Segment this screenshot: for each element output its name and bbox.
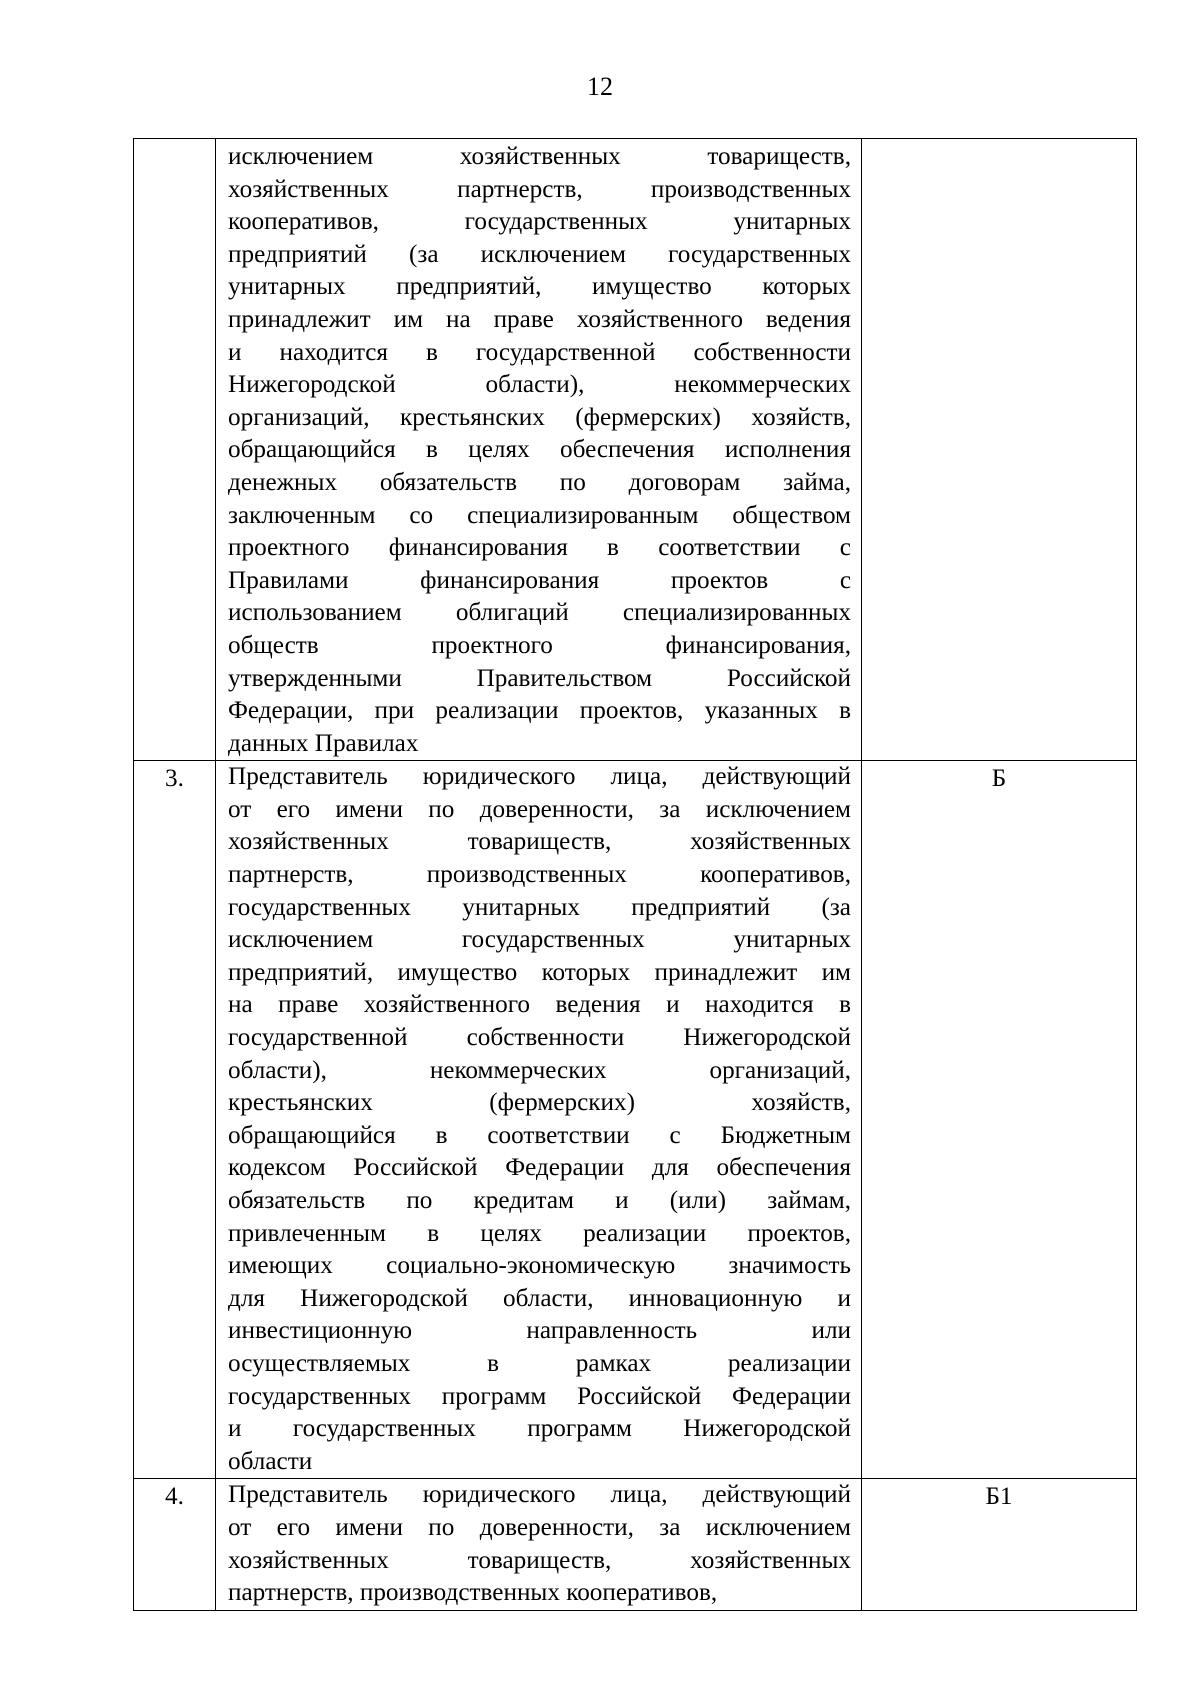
page-number: 12 — [587, 72, 613, 101]
text-line: проектного финансирования в соответствии с — [228, 534, 851, 562]
text-line: организаций, крестьянских (фермерских) хозяйств, — [228, 403, 851, 431]
text-line: хозяйственных партнерств, производственных — [228, 175, 851, 203]
requirements-table — [133, 138, 1137, 1611]
text-line: обращающийся в целях обеспечения исполнения — [228, 436, 851, 464]
text-line: унитарных предприятий, имущество которых — [228, 273, 851, 301]
table-row — [134, 761, 1137, 1479]
text-line: партнерств, производственных кооперативов, — [228, 1579, 718, 1607]
row-number-cell: 3. — [134, 761, 216, 1479]
applicant-description-cell — [216, 139, 862, 761]
row-number-cell — [134, 139, 216, 761]
text-line: данных Правилах — [228, 729, 419, 757]
text-line: имеющих социально-экономическую значимость — [228, 1252, 851, 1280]
text-line: Представитель юридического лица, действующий — [228, 1481, 851, 1509]
text-line: и находится в государственной собственности — [228, 338, 851, 366]
text-line: осуществляемых в рамках реализации — [228, 1349, 851, 1377]
text-line: исключением государственных унитарных — [228, 926, 851, 954]
text-line: от его имени по доверенности, за исключением — [228, 1513, 851, 1541]
text-line: привлеченным в целях реализации проектов, — [228, 1219, 851, 1247]
applicant-description-cell — [216, 1479, 862, 1610]
text-line: обязательств по кредитам и (или) займам, — [228, 1187, 851, 1214]
group-code-cell: Б — [862, 761, 1137, 1479]
text-line: предприятий, имущество которых принадлежит им — [228, 958, 851, 986]
text-line: обществ проектного финансирования, — [228, 631, 851, 659]
text-line: принадлежит им на праве хозяйственного ведения — [228, 305, 851, 333]
text-line: крестьянских (фермерских) хозяйств, — [228, 1089, 851, 1117]
text-line: области), некоммерческих организаций, — [228, 1056, 851, 1084]
text-line: хозяйственных товариществ, хозяйственных — [228, 828, 851, 856]
text-line: Нижегородской области), некоммерческих — [228, 371, 851, 399]
table-row — [134, 1479, 1137, 1610]
applicant-description-cell — [216, 761, 862, 1479]
text-line: исключением хозяйственных товариществ, — [228, 143, 851, 170]
text-line: обращающийся в соответствии с Бюджетным — [228, 1121, 851, 1149]
text-line: использованием облигаций специализированных — [228, 599, 851, 627]
text-line: и государственных программ Нижегородской — [228, 1415, 851, 1443]
group-code-cell — [862, 139, 1137, 761]
text-line: инвестиционную направленность или — [228, 1317, 851, 1345]
text-line: для Нижегородской области, инновационную и — [228, 1284, 851, 1312]
text-line: Представитель юридического лица, действующий — [228, 763, 851, 791]
text-line: государственных унитарных предприятий (за — [228, 893, 851, 921]
text-line: области — [228, 1447, 313, 1475]
text-line: заключенным со специализированным обществом — [228, 501, 851, 529]
text-line: от его имени по доверенности, за исключением — [228, 795, 851, 823]
text-line: Правилами финансирования проектов с — [228, 566, 851, 594]
text-line: государственной собственности Нижегородской — [228, 1024, 851, 1052]
text-line: денежных обязательств по договорам займа, — [228, 468, 851, 496]
table-row — [134, 139, 1137, 761]
row-number-cell: 4. — [134, 1479, 216, 1610]
text-line: Федерации, при реализации проектов, указанных в — [228, 697, 851, 725]
group-code-cell: Б1 — [862, 1479, 1137, 1610]
text-line: предприятий (за исключением государственных — [228, 240, 851, 268]
table-body — [134, 139, 1137, 1611]
text-line: кооперативов, государственных унитарных — [228, 208, 851, 236]
text-line: государственных программ Российской Федерации — [228, 1382, 851, 1410]
text-line: на праве хозяйственного ведения и находится в — [228, 991, 851, 1019]
text-line: утвержденными Правительством Российской — [228, 664, 851, 692]
text-line: хозяйственных товариществ, хозяйственных — [228, 1546, 851, 1574]
text-line: кодексом Российской Федерации для обеспечения — [228, 1154, 851, 1182]
text-line: партнерств, производственных кооперативов, — [228, 861, 851, 889]
